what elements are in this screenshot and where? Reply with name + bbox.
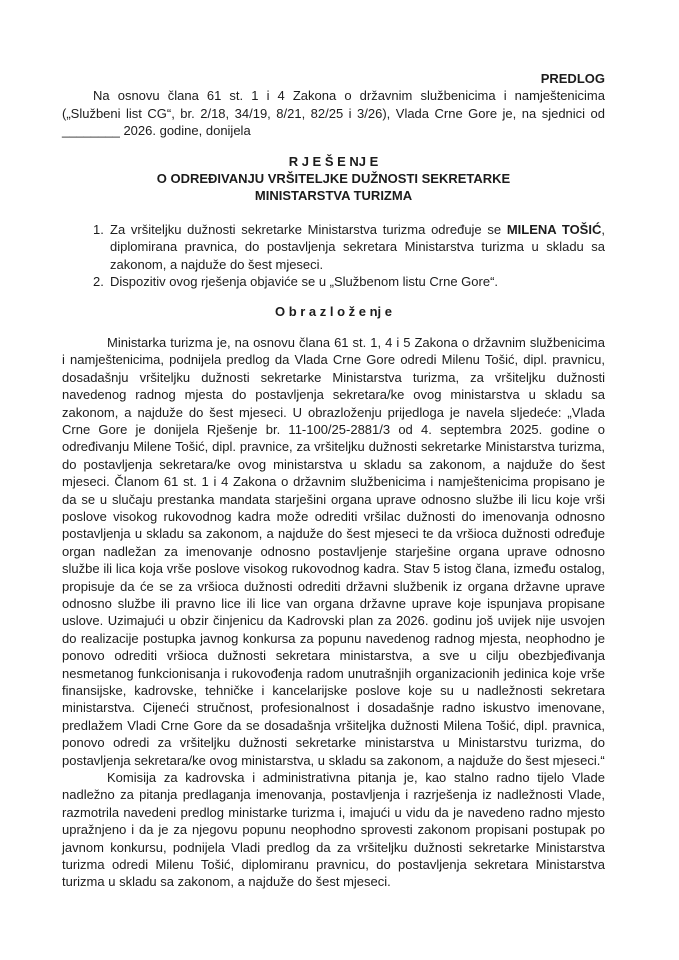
item-text-before: Dispozitiv ovog rješenja objaviće se u „Službenom listu Crne Gore“. xyxy=(110,274,499,290)
decree-item-2 xyxy=(62,273,605,290)
item-text xyxy=(110,221,605,273)
item-text-after: , diplomirana pravnica, do postavljenja sekretara Ministarstva turizma u skladu sa zakonom, a najduže do šest mjeseci. xyxy=(110,221,605,272)
decree-items xyxy=(62,221,605,291)
decree-title-line-1: R J E Š E NJ E xyxy=(288,153,379,169)
item-number: 1. xyxy=(93,221,104,237)
explanation-paragraph-1: Ministarka turizma je, na osnovu člana 61 st. 1, 4 i 5 Zakona o državnim službenicima i namještenicima, podnijela predlog da Vlada Crne Gore odredi Milenu Tošić, dipl. pravnicu, dosadašnju vršiteljku dužnosti sekretarke Ministarstva turizma, za vršiteljku dužnosti navedenog radnog mjesta do postavljenja sekretara/ke ovog ministarstva u skladu sa zakonom, a najduže do šest mjeseci. U obrazloženju prijedloga je navela sljedeće: „Vlada Crne Gore je donijela Rješenje br. 11-100/25-2881/3 od 4. septembra 2025. godine o određivanju Milene Tošić, dipl. pravnice, za vršiteljku dužnosti sekretarke Ministarstva turizma, do postavljenja sekretara/ke ovog ministarstva u skladu sa zakonom, a najduže do šest mjeseci. Članom 61 st. 1 i 4 Zakona o državnim službenicima i namještenicima propisano je da se u slučaju prestanka mandata starješini organa uprave odnosno službe ili licu koje vrši poslove visokog rukovodnog kadra može odrediti vršilac dužnosti do imenovanja odnosno postavljenja u skladu sa zakonom, a najduže do šest mjeseci te da vršioca dužnosti određuje organ nadležan za imenovanje odnosno postavljenje starješine organa uprave odnosno službe ili lica koja vrše poslove visokog rukovodnog kadra. Stav 5 istog člana, između ostalog, propisuje da će se za vršioca dužnosti odrediti državni službenik iz organa državne uprave odnosno službe ili pravno lice ili lice van organa državne uprave koje ispunjava propisane uslove. Uzimajući u obzir činjenicu da Kadrovski plan za 2026. godinu još uvijek nije usvojen do realizacije postupka javnog konkursa za popunu navedenog radnog mjesta, neophodno je ponovo odrediti vršioca dužnosti sekretara ministarstva, a sve u cilju obezbjeđivanja nesmetanog funkcionisanja i rukovođenja radom unutrašnjih organizacionih jedinica koje vrše finansijske, kadrovske, tehničke i kancelarijske poslove koje su u nadležnosti sekretara ministarstva. Cijeneći stručnost, profesionalnost i dosadašnje radno iskustvo imenovane, predlažem Vladi Crne Gore da se dosadašnja vršiteljka dužnosti Milena Tošić, dipl. pravnica, ponovo odredi za vršiteljku dužnosti sekretarke ministarstva u Ministarstvu turizma, do postavljenja sekretara/ke ovog ministarstva, u skladu sa zakonom, a najduže do šest mjeseci.“ xyxy=(62,334,605,768)
predlog-label: PREDLOG xyxy=(540,71,605,86)
decree-title-line-3: MINISTARSTVA TURIZMA xyxy=(254,188,413,204)
item-text xyxy=(110,273,605,290)
intro-paragraph: Na osnovu člana 61 st. 1 i 4 Zakona o državnim službenicima i namještenicima („Službeni list CG“, br. 2/18, 34/19, 8/21, 82/25 i 3/26), Vlada Crne Gore je, na sjednici od ________ 2026. godine, donijela xyxy=(62,88,605,139)
explanation-heading: O b r a z l o ž e nj e xyxy=(274,304,393,320)
decree-title-line-2: O ODREĐIVANJU VRŠITELJKE DUŽNOSTI SEKRETARKE xyxy=(156,171,511,187)
decree-item-1 xyxy=(62,221,605,273)
decree-title xyxy=(62,153,605,205)
item-number: 2. xyxy=(93,274,104,290)
item-text-before: Za vršiteljku dužnosti sekretarke Ministarstva turizma određuje se xyxy=(110,221,507,237)
item-text-bold-name: MILENA TOŠIĆ xyxy=(506,221,602,237)
explanation-paragraph-2: Komisija za kadrovska i administrativna pitanja je, kao stalno radno tijelo Vlade nadležno za pitanja predlaganja imenovanja, postavljenja i razrješenja iz nadležnosti Vlade, razmotrila navedeni predlog ministarke turizma i, imajući u vidu da je navedeno radno mjesto upražnjeno i da je za njegovu popunu neophodno sprovesti zakonom propisani postupak po javnom konkursu, podnijela Vladi predlog da za vršiteljku dužnosti sekretarke Ministarstva turizma odredi Milenu Tošić, diplomiranu pravnicu, do postavljenja sekretara Ministarstva turizma u skladu sa zakonom, a najduže do šest mjeseci. xyxy=(62,770,605,890)
document-content xyxy=(62,70,605,891)
